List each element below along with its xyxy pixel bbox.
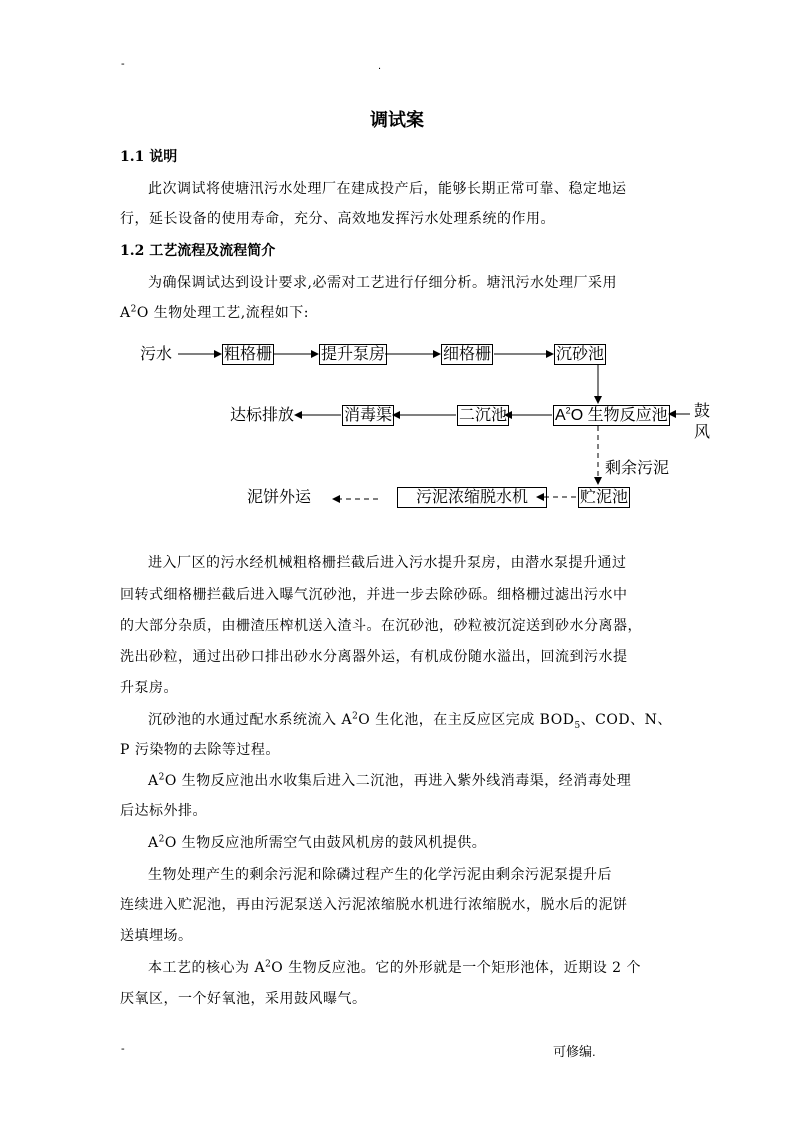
body-p2-line-2: P 污染物的去除等过程。	[120, 742, 280, 758]
node-cugeshan: 粗格栅	[224, 346, 273, 363]
body-p1-line-5: 升泵房。	[120, 680, 178, 696]
section2-intro-line-1: 为确保调试达到设计要求,必需对工艺进行仔细分析。塘汛污水处理厂采用	[148, 275, 617, 291]
body-p2-line-1: 沉砂池的水通过配水系统流入 $A^2O$ 生化池，在主反应区完成 $BOD_5$、COD、N、	[148, 711, 672, 731]
body-p5-line-3: 送填埋场。	[120, 928, 193, 944]
body-p4-line-1: $A^2O$ 生物反应池所需空气由鼓风机房的鼓风机提供。	[148, 834, 487, 851]
body-p5-line-1: 生物处理产生的剩余污泥和除磷过程产生的化学污泥由剩余污泥泵提升后	[148, 867, 612, 883]
flow-arrows	[0, 0, 794, 540]
section1-line-2: 行，延长设备的使用寿命，充分、高效地发挥污水处理系统的作用。	[120, 211, 555, 227]
node-chenshachi: 沉砂池	[556, 346, 605, 363]
header-mark-center: .	[378, 60, 382, 72]
label-shengyu-wuni: 剩余污泥	[605, 460, 670, 477]
section-heading-1-1: 1.1 说明	[120, 149, 178, 165]
node-tisheng-bengfang: 提升泵房	[321, 346, 386, 363]
node-gufeng-top: 鼓	[694, 403, 711, 420]
section1-line-1: 此次调试将使塘汛污水处理厂在建成投产后，能够长期正常可靠、稳定地运	[148, 181, 627, 197]
footer-mark-left: -	[121, 1043, 125, 1055]
body-p1-line-1: 进入厂区的污水经机械粗格栅拦截后进入污水提升泵房，由潜水泵提升通过	[148, 555, 627, 571]
node-gufeng-bottom: 风	[694, 424, 711, 441]
body-p6-line-1: 本工艺的核心为 $A^2O$ 生物反应池。它的外形就是一个矩形池体，近期设 2 个	[148, 959, 642, 976]
body-p6-line-2: 厌氧区，一个好氧池，采用鼓风曝气。	[120, 991, 367, 1007]
node-dabiao-paifang: 达标排放	[230, 407, 295, 424]
node-zhunichi: 贮泥池	[580, 489, 629, 506]
node-a2o-reactor: $A^2O$ 生物反应池	[555, 405, 668, 424]
node-erchenchi: 二沉池	[459, 407, 508, 424]
page-title: 调试案	[370, 110, 424, 131]
body-p5-line-2: 连续进入贮泥池，再由污泥泵送入污泥浓缩脱水机进行浓缩脱水，脱水后的泥饼	[120, 897, 628, 913]
node-nongsuo-tuoshuiji: 污泥浓缩脱水机	[397, 487, 547, 508]
body-p1-line-4: 洗出砂粒，通过出砂口排出砂水分离器外运，有机成份随水溢出，回流到污水提	[120, 649, 628, 665]
body-p1-line-3: 的大部分杂质，由栅渣压榨机送入渣斗。在沉砂池，砂粒被沉淀送到砂水分离器，	[120, 618, 642, 634]
section2-intro-line-2: $A^2O$ 生物处理工艺,流程如下:	[120, 304, 309, 321]
body-p3-line-1: $A^2O$ 生物反应池出水收集后进入二沉池，再进入紫外线消毒渠，经消毒处理	[148, 772, 632, 789]
node-nibing-waiyun: 泥饼外运	[247, 489, 312, 506]
section-heading-1-2: 1.2 工艺流程及流程简介	[120, 243, 276, 259]
node-xiaoduqu: 消毒渠	[344, 407, 393, 424]
node-wushui: 污水	[140, 346, 173, 363]
header-mark-left: -	[121, 58, 125, 70]
body-p3-line-2: 后达标外排。	[120, 803, 207, 819]
node-xigeshan: 细格栅	[443, 346, 492, 363]
body-p1-line-2: 回转式细格栅拦截后进入曝气沉砂池，并进一步去除砂砾。细格栅过滤出污水中	[120, 587, 628, 603]
footer-editable-note: 可修编.	[553, 1044, 596, 1059]
